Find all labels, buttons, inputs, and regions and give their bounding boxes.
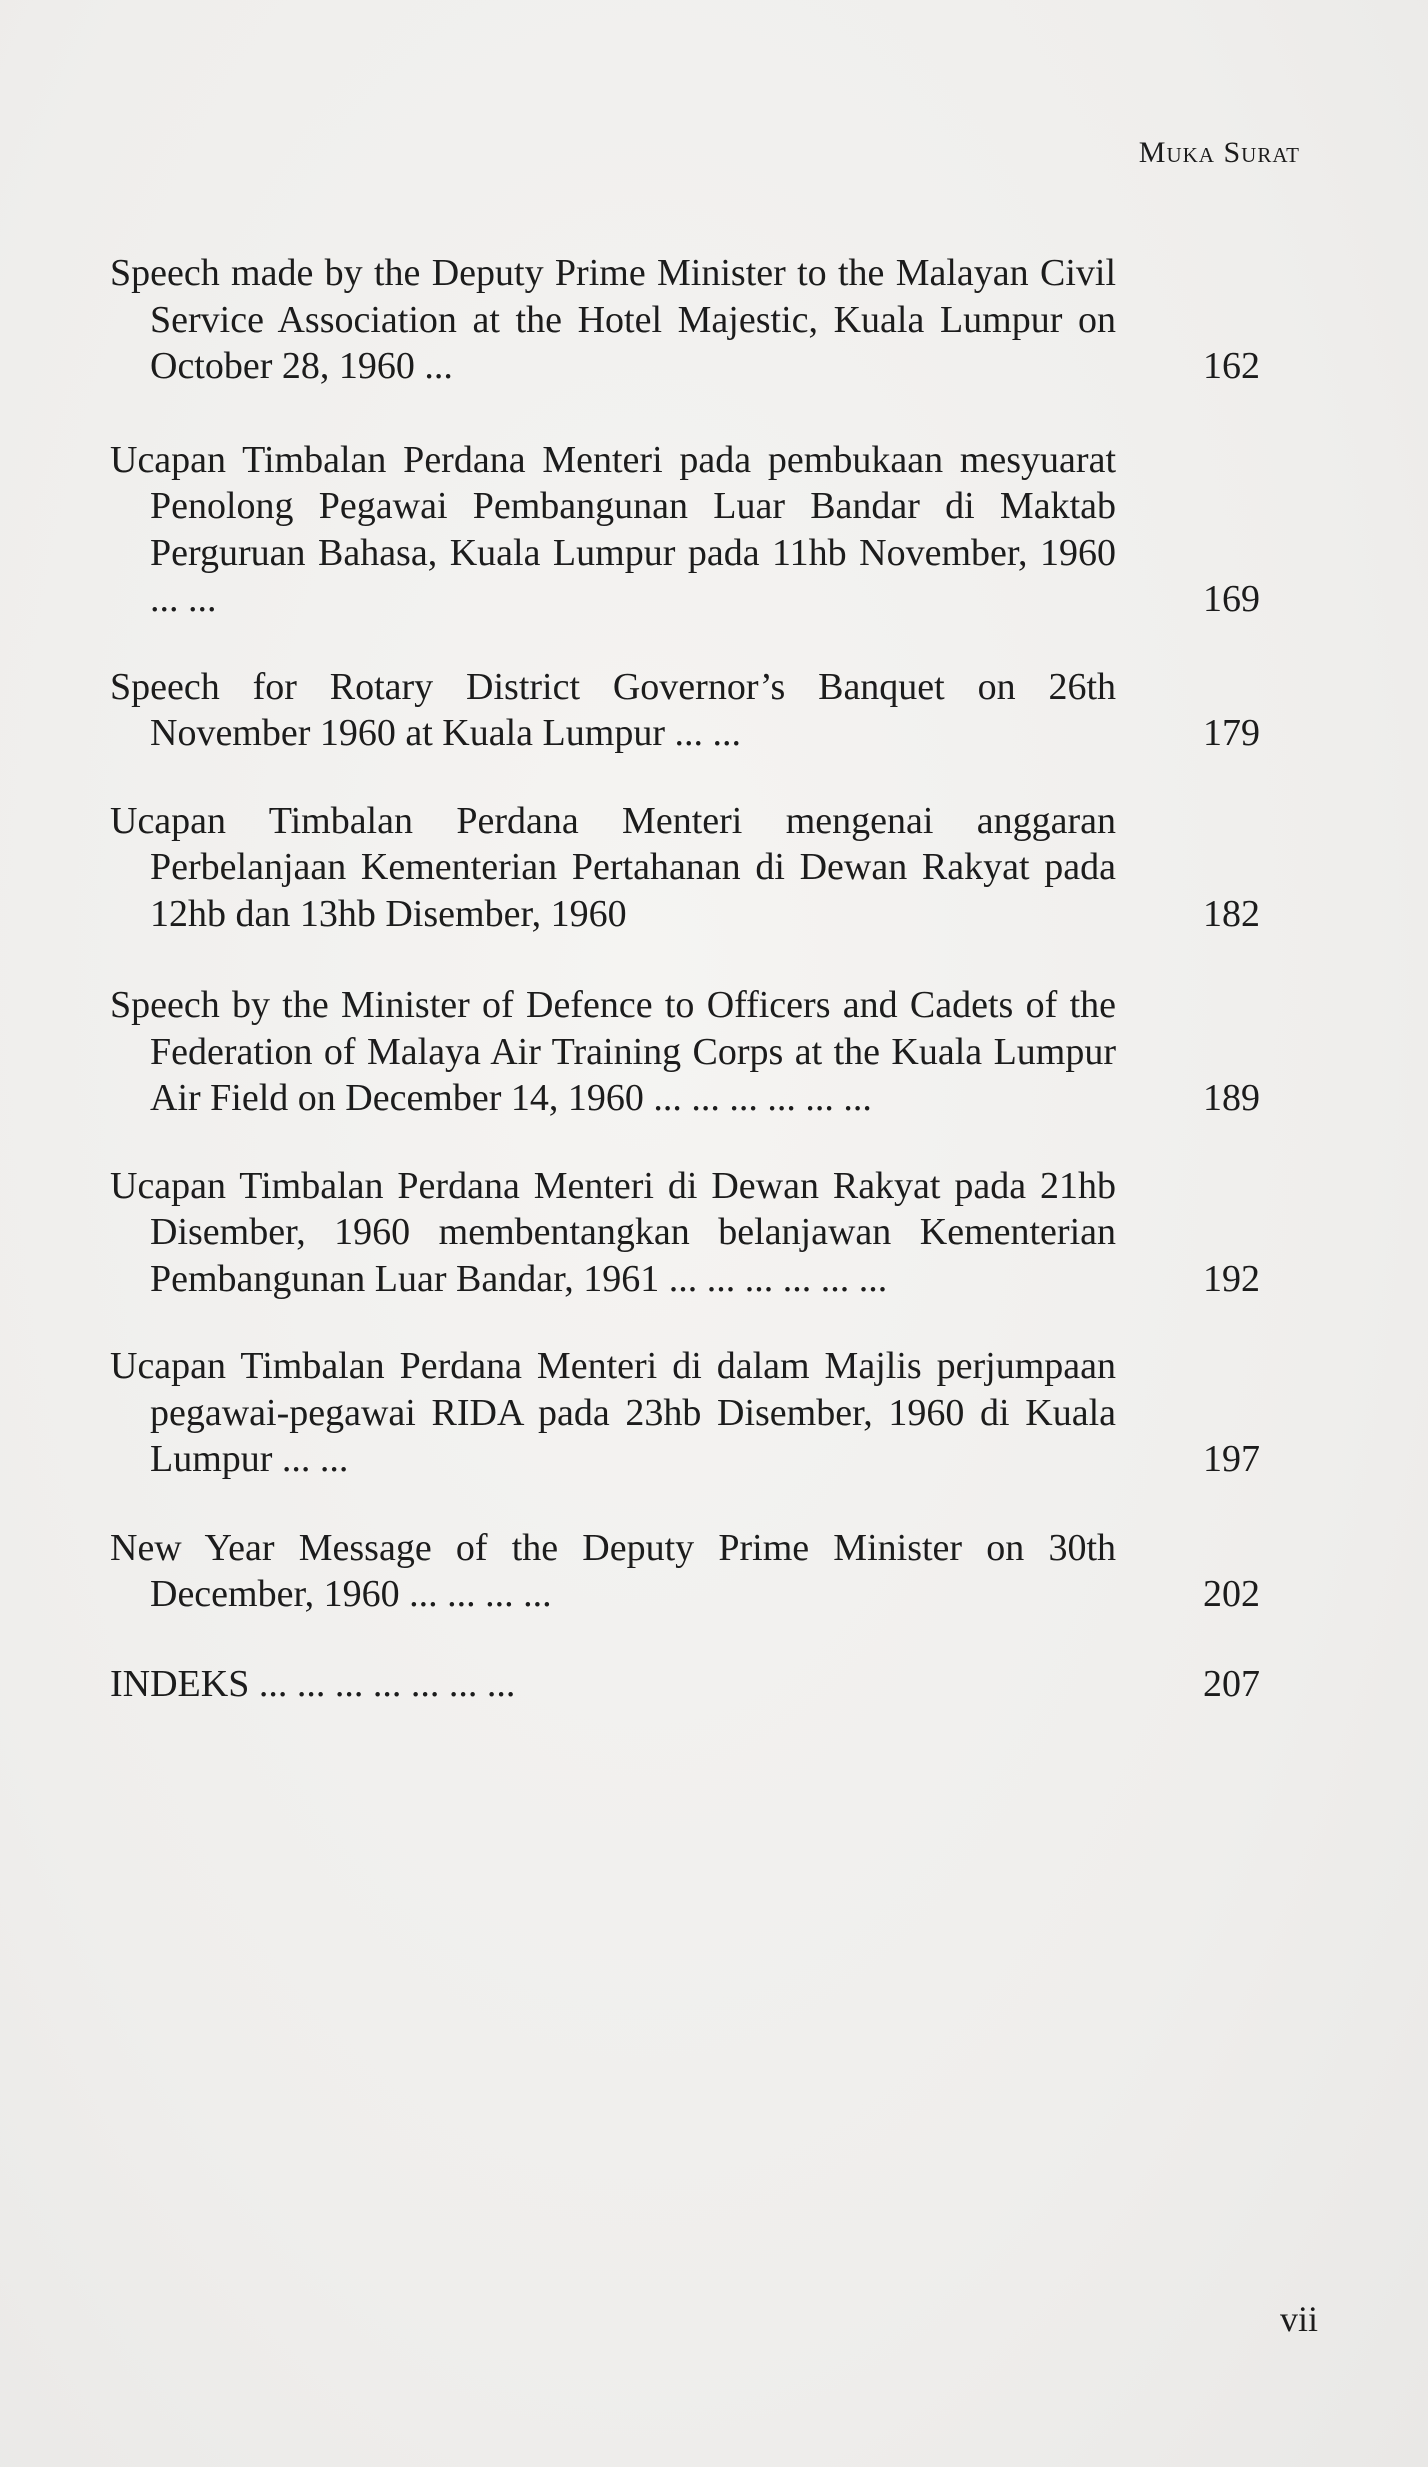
toc-entry-title: New Year Message of the Deputy Prime Minister on 30th December, 1960 ... ... ... ... — [110, 1526, 1116, 1615]
table-of-contents — [110, 250, 1260, 1707]
toc-entry-page-number: 162 — [1203, 345, 1260, 387]
column-header-muka-surat: Muka Surat — [1138, 136, 1300, 169]
toc-entry — [110, 1163, 1260, 1303]
toc-entry-page-number: 202 — [1203, 1573, 1260, 1615]
toc-entry — [110, 664, 1260, 757]
toc-entry-title: Ucapan Timbalan Perdana Menteri di Dewan Rakyat pada 21hb Disember, 1960 membentangkan belanjawan Kementerian Pembangunan Luar Bandar, 1961 ... ... ... ... ... ... — [110, 1164, 1116, 1300]
toc-entry-title: Speech by the Minister of Defence to Officers and Cadets of the Federation of Malaya Air Training Corps at the Kuala Lumpur Air Field on December 14, 1960 ... ... ... ... ... ... — [110, 984, 1116, 1119]
toc-entry — [110, 982, 1260, 1122]
toc-entry — [110, 1525, 1260, 1618]
toc-entry — [110, 1343, 1260, 1483]
toc-entry-page-number: 207 — [1203, 1662, 1260, 1705]
toc-entry-page-number: 169 — [1203, 578, 1260, 620]
toc-entry-page-number: 179 — [1203, 712, 1260, 754]
toc-entry-title: INDEKS ... ... ... ... ... ... ... — [110, 1662, 516, 1705]
toc-entry-title: Ucapan Timbalan Perdana Menteri di dalam Majlis perjumpaan pegawai-pegawai RIDA pada 23hb Disember, 1960 di Kuala Lumpur ... ... — [110, 1345, 1116, 1480]
toc-entry-title: Speech for Rotary District Governor’s Banquet on 26th November 1960 at Kuala Lumpur ... ... — [110, 665, 1116, 754]
toc-entry — [110, 798, 1260, 938]
toc-entry — [110, 437, 1260, 623]
toc-entry — [110, 250, 1260, 390]
toc-entry-index — [110, 1661, 1260, 1708]
toc-entry-page-number: 189 — [1203, 1077, 1260, 1119]
page-folio-number: vii — [1279, 2299, 1318, 2339]
toc-entry-title: Ucapan Timbalan Perdana Menteri pada pembukaan mesyuarat Penolong Pegawai Pembangunan Luar Bandar di Maktab Perguruan Bahasa, Kuala Lumpur pada 11hb November, 1960 ... ... — [110, 438, 1116, 620]
toc-entry-page-number: 197 — [1203, 1438, 1260, 1480]
toc-entry-page-number: 182 — [1203, 892, 1260, 935]
toc-entry-page-number: 192 — [1203, 1257, 1260, 1300]
toc-entry-title: Ucapan Timbalan Perdana Menteri mengenai anggaran Perbelanjaan Kementerian Pertahanan di Dewan Rakyat pada 12hb dan 13hb Disember, 1960 — [110, 799, 1116, 935]
toc-entry-title: Speech made by the Deputy Prime Minister to the Malayan Civil Service Association at the Hotel Majestic, Kuala Lumpur on October 28, 1960 ... — [110, 252, 1116, 387]
